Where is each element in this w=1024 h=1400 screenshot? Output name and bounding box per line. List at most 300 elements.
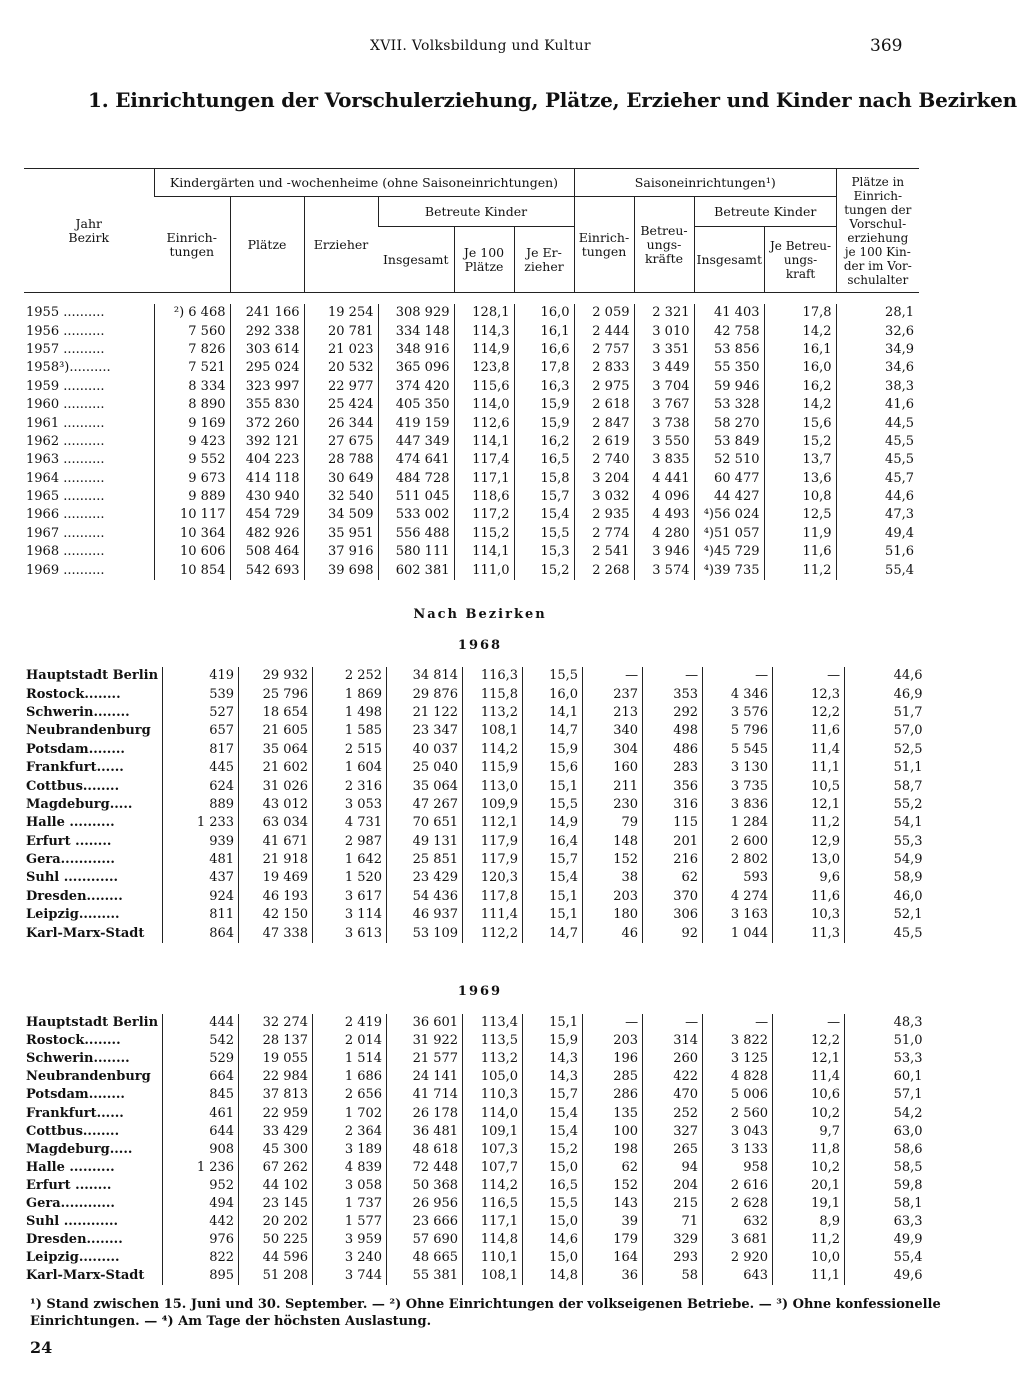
table-cell: 25 851	[387, 851, 463, 869]
table-cell: 50 368	[387, 1177, 463, 1195]
table-cell: 2 268	[574, 561, 634, 579]
table-cell: 15,9	[523, 1032, 583, 1050]
table-cell: 12,3	[773, 685, 845, 703]
table-cell: 37 813	[239, 1086, 313, 1104]
table-cell: 13,0	[773, 851, 845, 869]
table-cell: 21 602	[239, 759, 313, 777]
table-cell: 1 233	[163, 814, 239, 832]
table-cell: —	[773, 667, 845, 685]
table-cell: 11,2	[773, 1231, 845, 1249]
table-cell: 164	[583, 1249, 643, 1267]
table-cell: 340	[583, 722, 643, 740]
table-cell: —	[703, 1014, 773, 1032]
table-cell: 14,7	[523, 722, 583, 740]
table-cell: 216	[643, 851, 703, 869]
table-cell: 3 125	[703, 1050, 773, 1068]
table-cell: 392 121	[230, 433, 304, 451]
table-cell: 92	[643, 924, 703, 942]
header-group-saison: Saisoneinrichtungen¹)	[574, 169, 837, 197]
table-cell: 1 514	[313, 1050, 387, 1068]
table-cell: 481	[163, 851, 239, 869]
table-cell: ²) 6 468	[154, 304, 230, 322]
row-label: Cottbus........	[26, 1123, 120, 1139]
table-cell: 112,6	[454, 414, 514, 432]
table-cell: 11,4	[773, 741, 845, 759]
table-cell: 22 984	[239, 1068, 313, 1086]
table-cell: 908	[163, 1141, 239, 1159]
table-cell: 128,1	[454, 304, 514, 322]
table-cell: 204	[643, 1177, 703, 1195]
table-cell: 55,4	[845, 1249, 927, 1267]
table-cell: 3 744	[313, 1267, 387, 1285]
table-cell: 16,6	[514, 341, 574, 359]
table-cell: 454 729	[230, 506, 304, 524]
table-cell: 113,2	[463, 704, 523, 722]
table-cell: 16,0	[514, 304, 574, 322]
table-cell: 11,9	[764, 525, 836, 543]
table-cell: 3 130	[703, 759, 773, 777]
table-cell: 2 833	[574, 359, 634, 377]
table-cell: 405 350	[378, 396, 454, 414]
table-cell: 114,3	[454, 322, 514, 340]
table-cell: 644	[163, 1123, 239, 1141]
table-cell: 114,0	[454, 396, 514, 414]
table-cell: 3 449	[634, 359, 694, 377]
table-cell: 664	[163, 1068, 239, 1086]
table-cell: 46,9	[845, 685, 927, 703]
table-cell: —	[773, 1014, 845, 1032]
table-cell: 47,3	[836, 506, 918, 524]
header-s-insgesamt: Insgesamt	[694, 227, 765, 293]
table-cell: 37 916	[304, 543, 378, 561]
table-cell: 10,2	[773, 1159, 845, 1177]
table-cell: 285	[583, 1068, 643, 1086]
table-cell: 11,2	[773, 814, 845, 832]
table-cell: 15,7	[523, 851, 583, 869]
table-cell: 105,0	[463, 1068, 523, 1086]
table-cell: 55,3	[845, 833, 927, 851]
table-cell: 15,5	[523, 796, 583, 814]
table-cell: 1 702	[313, 1104, 387, 1122]
table-cell: 16,4	[523, 833, 583, 851]
table-cell: 44,6	[845, 667, 927, 685]
table-cell: 939	[163, 833, 239, 851]
table-cell: —	[583, 667, 643, 685]
table-cell: 16,0	[764, 359, 836, 377]
table-cell: 45,5	[845, 924, 927, 942]
table-cell: 44 427	[694, 488, 764, 506]
table-cell: 15,4	[523, 1104, 583, 1122]
table-cell: 9,6	[773, 869, 845, 887]
table-cell: 16,0	[523, 685, 583, 703]
table-cell: 63,0	[845, 1123, 927, 1141]
row-label: Neubrandenburg	[26, 723, 151, 739]
table-cell: 160	[583, 759, 643, 777]
table-cell: 15,0	[523, 1213, 583, 1231]
table-cell: 1 604	[313, 759, 387, 777]
table-cell: 3 114	[313, 906, 387, 924]
table-cell: 196	[583, 1050, 643, 1068]
table-cell: 2 935	[574, 506, 634, 524]
row-label: Gera............	[26, 852, 115, 868]
table-cell: 15,6	[523, 759, 583, 777]
table-cell: 1 642	[313, 851, 387, 869]
table-row	[24, 414, 918, 432]
table-cell: 20 202	[239, 1213, 313, 1231]
table-cell: 9,7	[773, 1123, 845, 1141]
table-cell: 108,1	[463, 1267, 523, 1285]
row-label: Cottbus........	[26, 778, 120, 794]
header-s-einrichtungen: Einrich- tungen	[574, 197, 634, 293]
header-kg-je100: Je 100 Plätze	[454, 227, 514, 293]
row-label: Rostock........	[26, 1033, 121, 1049]
table-cell: 55,4	[836, 561, 918, 579]
table-cell: 508 464	[230, 543, 304, 561]
table-cell: 5 796	[703, 722, 773, 740]
table-cell: 3 053	[313, 796, 387, 814]
table-cell: 419 159	[378, 414, 454, 432]
table-cell: 14,2	[764, 322, 836, 340]
table-cell: 1 869	[313, 685, 387, 703]
table-cell: 27 675	[304, 433, 378, 451]
table-cell: 10,8	[764, 488, 836, 506]
section-year-1968: 1968	[457, 638, 503, 653]
table-cell: —	[643, 1014, 703, 1032]
table-cell: 643	[703, 1267, 773, 1285]
table-cell: 12,2	[773, 704, 845, 722]
table-cell: 25 424	[304, 396, 378, 414]
table-cell: 143	[583, 1195, 643, 1213]
table-cell: 20,1	[773, 1177, 845, 1195]
bezirke-1969-table	[24, 1014, 927, 1285]
header-s-jebetreuungskraft: Je Betreu- ungs- kraft	[765, 227, 837, 293]
row-label: Suhl ............	[26, 1214, 119, 1230]
table-cell: 48 618	[387, 1141, 463, 1159]
table-cell: 958	[703, 1159, 773, 1177]
table-cell: 22 959	[239, 1104, 313, 1122]
table-cell: 19 469	[239, 869, 313, 887]
table-cell: 533 002	[378, 506, 454, 524]
row-label: Schwerin........	[26, 704, 130, 720]
table-cell: 3 735	[703, 777, 773, 795]
table-row	[24, 888, 927, 906]
table-cell: 430 940	[230, 488, 304, 506]
row-label: Schwerin........	[26, 1051, 130, 1067]
header-s-betreuungskraefte: Betreu- ungs- kräfte	[634, 197, 694, 293]
table-cell: 14,8	[523, 1267, 583, 1285]
bezirke-1968-table	[24, 667, 927, 943]
table-cell: 180	[583, 906, 643, 924]
table-cell: 461	[163, 1104, 239, 1122]
table-cell: 14,3	[523, 1068, 583, 1086]
row-label: Halle ..........	[26, 1159, 115, 1175]
table-cell: 3 738	[634, 414, 694, 432]
table-cell: 260	[643, 1050, 703, 1068]
table-row	[24, 1104, 927, 1122]
table-cell: 11,1	[773, 1267, 845, 1285]
table-cell: 45 300	[239, 1141, 313, 1159]
table-cell: 23 666	[387, 1213, 463, 1231]
row-label: Karl-Marx-Stadt	[26, 1268, 145, 1284]
table-cell: 21 023	[304, 341, 378, 359]
table-cell: 527	[163, 704, 239, 722]
row-label: Frankfurt......	[26, 1105, 124, 1121]
table-cell: 16,2	[514, 433, 574, 451]
table-cell: 10,5	[773, 777, 845, 795]
table-row	[24, 1249, 927, 1267]
table-cell: 1 577	[313, 1213, 387, 1231]
table-cell: 11,1	[773, 759, 845, 777]
table-row	[24, 561, 918, 579]
table-cell: 45,5	[836, 433, 918, 451]
table-cell: 15,7	[523, 1086, 583, 1104]
row-label: 1964 ..........	[26, 470, 105, 486]
table-cell: 62	[583, 1159, 643, 1177]
table-cell: 116,5	[463, 1195, 523, 1213]
table-cell: 39	[583, 1213, 643, 1231]
table-cell: 304	[583, 741, 643, 759]
table-cell: 3 058	[313, 1177, 387, 1195]
table-cell: 41,6	[836, 396, 918, 414]
table-cell: 348 916	[378, 341, 454, 359]
table-cell: 580 111	[378, 543, 454, 561]
table-cell: 314	[643, 1032, 703, 1050]
table-cell: 14,3	[523, 1050, 583, 1068]
table-row	[24, 1014, 927, 1032]
table-cell: 4 346	[703, 685, 773, 703]
page-footer-number: 24	[30, 1338, 53, 1357]
table-cell: 58,6	[845, 1141, 927, 1159]
table-cell: 632	[703, 1213, 773, 1231]
table-cell: 117,1	[463, 1213, 523, 1231]
table-cell: 40 037	[387, 741, 463, 759]
table-cell: 198	[583, 1141, 643, 1159]
table-cell: 3 767	[634, 396, 694, 414]
table-cell: 120,3	[463, 869, 523, 887]
table-cell: 3 133	[703, 1141, 773, 1159]
table-cell: 15,5	[523, 667, 583, 685]
table-row	[24, 543, 918, 561]
table-cell: 17,8	[764, 304, 836, 322]
table-cell: 9 423	[154, 433, 230, 451]
table-cell: —	[583, 1014, 643, 1032]
table-cell: 2 757	[574, 341, 634, 359]
table-cell: ⁴)56 024	[694, 506, 764, 524]
table-cell: 8 890	[154, 396, 230, 414]
table-cell: 55,2	[845, 796, 927, 814]
table-cell: 11,6	[773, 888, 845, 906]
table-cell: 72 448	[387, 1159, 463, 1177]
table-cell: 113,0	[463, 777, 523, 795]
table-cell: 292 338	[230, 322, 304, 340]
table-cell: 32 540	[304, 488, 378, 506]
table-cell: 51,1	[845, 759, 927, 777]
table-cell: 7 560	[154, 322, 230, 340]
table-cell: 55 381	[387, 1267, 463, 1285]
table-cell: 355 830	[230, 396, 304, 414]
table-row	[24, 1141, 927, 1159]
table-cell: 498	[643, 722, 703, 740]
table-cell: 16,3	[514, 378, 574, 396]
table-cell: 2 987	[313, 833, 387, 851]
table-cell: 60 477	[694, 470, 764, 488]
table-cell: 437	[163, 869, 239, 887]
row-label: Potsdam........	[26, 1087, 125, 1103]
table-cell: 41 403	[694, 304, 764, 322]
table-cell: 3 189	[313, 1141, 387, 1159]
table-cell: 2 774	[574, 525, 634, 543]
table-cell: 47 267	[387, 796, 463, 814]
table-cell: 118,6	[454, 488, 514, 506]
table-cell: 114,1	[454, 543, 514, 561]
table-cell: 4 441	[634, 470, 694, 488]
row-label: Dresden........	[26, 1232, 123, 1248]
table-row	[24, 1086, 927, 1104]
table-cell: 15,4	[523, 869, 583, 887]
table-cell: 15,9	[514, 414, 574, 432]
table-cell: 67 262	[239, 1159, 313, 1177]
table-cell: 4 839	[313, 1159, 387, 1177]
table-cell: 49 131	[387, 833, 463, 851]
table-row	[24, 833, 927, 851]
table-cell: 53 109	[387, 924, 463, 942]
table-cell: 10,6	[773, 1086, 845, 1104]
table-cell: 63 034	[239, 814, 313, 832]
table-cell: 2 802	[703, 851, 773, 869]
table-row	[24, 525, 918, 543]
table-cell: 94	[643, 1159, 703, 1177]
table-row	[24, 741, 927, 759]
table-cell: 49,4	[836, 525, 918, 543]
table-cell: 444	[163, 1014, 239, 1032]
table-cell: 3 240	[313, 1249, 387, 1267]
table-cell: 32,6	[836, 322, 918, 340]
table-cell: 2 515	[313, 741, 387, 759]
table-cell: 49,9	[845, 1231, 927, 1249]
table-cell: 4 280	[634, 525, 694, 543]
table-cell: 15,2	[514, 561, 574, 579]
table-cell: 15,1	[523, 1014, 583, 1032]
header-s-betreute: Betreute Kinder	[694, 197, 837, 227]
row-label: Suhl ............	[26, 870, 119, 886]
row-label: Gera............	[26, 1195, 115, 1211]
header-kg-einrichtungen: Einrich- tungen	[166, 229, 217, 259]
table-cell: 36 481	[387, 1123, 463, 1141]
table-cell: 114,9	[454, 341, 514, 359]
table-cell: 16,1	[514, 322, 574, 340]
table-cell: 215	[643, 1195, 703, 1213]
table-cell: 624	[163, 777, 239, 795]
row-label: Magdeburg.....	[26, 1141, 133, 1157]
table-cell: 14,2	[764, 396, 836, 414]
table-row	[24, 924, 927, 942]
table-cell: 107,7	[463, 1159, 523, 1177]
row-label: Magdeburg.....	[26, 796, 133, 812]
table-cell: 23 347	[387, 722, 463, 740]
table-cell: 2 619	[574, 433, 634, 451]
table-cell: 113,4	[463, 1014, 523, 1032]
table-cell: 15,9	[523, 741, 583, 759]
row-label: Rostock........	[26, 686, 121, 702]
table-cell: 38,3	[836, 378, 918, 396]
table-cell: 1 498	[313, 704, 387, 722]
table-cell: 58,5	[845, 1159, 927, 1177]
table-cell: 54,1	[845, 814, 927, 832]
table-row	[24, 1068, 927, 1086]
row-label: Neubrandenburg	[26, 1069, 151, 1085]
table-cell: 48 665	[387, 1249, 463, 1267]
table-cell: 152	[583, 851, 643, 869]
table-cell: 26 344	[304, 414, 378, 432]
row-label: 1967 ..........	[26, 525, 105, 541]
table-cell: 3 204	[574, 470, 634, 488]
row-label: 1956 ..........	[26, 323, 105, 339]
table-cell: 109,9	[463, 796, 523, 814]
table-cell: 58,7	[845, 777, 927, 795]
running-title: XVII. Volksbildung und Kultur	[370, 38, 591, 54]
table-cell: 1 737	[313, 1195, 387, 1213]
table-cell: 55 350	[694, 359, 764, 377]
table-row	[24, 1050, 927, 1068]
table-cell: 16,1	[764, 341, 836, 359]
table-cell: 241 166	[230, 304, 304, 322]
row-label: 1957 ..........	[26, 341, 105, 357]
table-cell: 2 628	[703, 1195, 773, 1213]
table-cell: 114,2	[463, 741, 523, 759]
table-cell: 3 835	[634, 451, 694, 469]
table-cell: 2 252	[313, 667, 387, 685]
table-cell: 1 236	[163, 1159, 239, 1177]
table-cell: 845	[163, 1086, 239, 1104]
table-cell: 46	[583, 924, 643, 942]
table-cell: 29 876	[387, 685, 463, 703]
table-row	[24, 378, 918, 396]
table-cell: 14,9	[523, 814, 583, 832]
table-cell: 41 714	[387, 1086, 463, 1104]
table-cell: 112,1	[463, 814, 523, 832]
table-cell: 15,5	[514, 525, 574, 543]
table-cell: 230	[583, 796, 643, 814]
table-cell: 286	[583, 1086, 643, 1104]
table-cell: 79	[583, 814, 643, 832]
table-cell: 13,7	[764, 451, 836, 469]
table-cell: 58 270	[694, 414, 764, 432]
table-cell: 44 102	[239, 1177, 313, 1195]
table-cell: 31 922	[387, 1032, 463, 1050]
table-cell: 51,7	[845, 704, 927, 722]
table-cell: 57,0	[845, 722, 927, 740]
table-cell: 44,6	[836, 488, 918, 506]
table-cell: 14,6	[523, 1231, 583, 1249]
table-cell: 4 274	[703, 888, 773, 906]
table-cell: 15,0	[523, 1159, 583, 1177]
table-cell: 34,9	[836, 341, 918, 359]
table-row	[24, 759, 927, 777]
table-cell: 211	[583, 777, 643, 795]
table-cell: 329	[643, 1231, 703, 1249]
table-cell: 58,9	[845, 869, 927, 887]
table-cell: 3 822	[703, 1032, 773, 1050]
table-cell: 12,1	[773, 1050, 845, 1068]
table-cell: 15,9	[514, 396, 574, 414]
table-cell: 35 951	[304, 525, 378, 543]
table-cell: 3 681	[703, 1231, 773, 1249]
header-kg-plaetze: Plätze	[230, 197, 304, 293]
table-cell: 529	[163, 1050, 239, 1068]
table-cell: ⁴)39 735	[694, 561, 764, 579]
table-cell: 28 137	[239, 1032, 313, 1050]
table-cell: 13,6	[764, 470, 836, 488]
